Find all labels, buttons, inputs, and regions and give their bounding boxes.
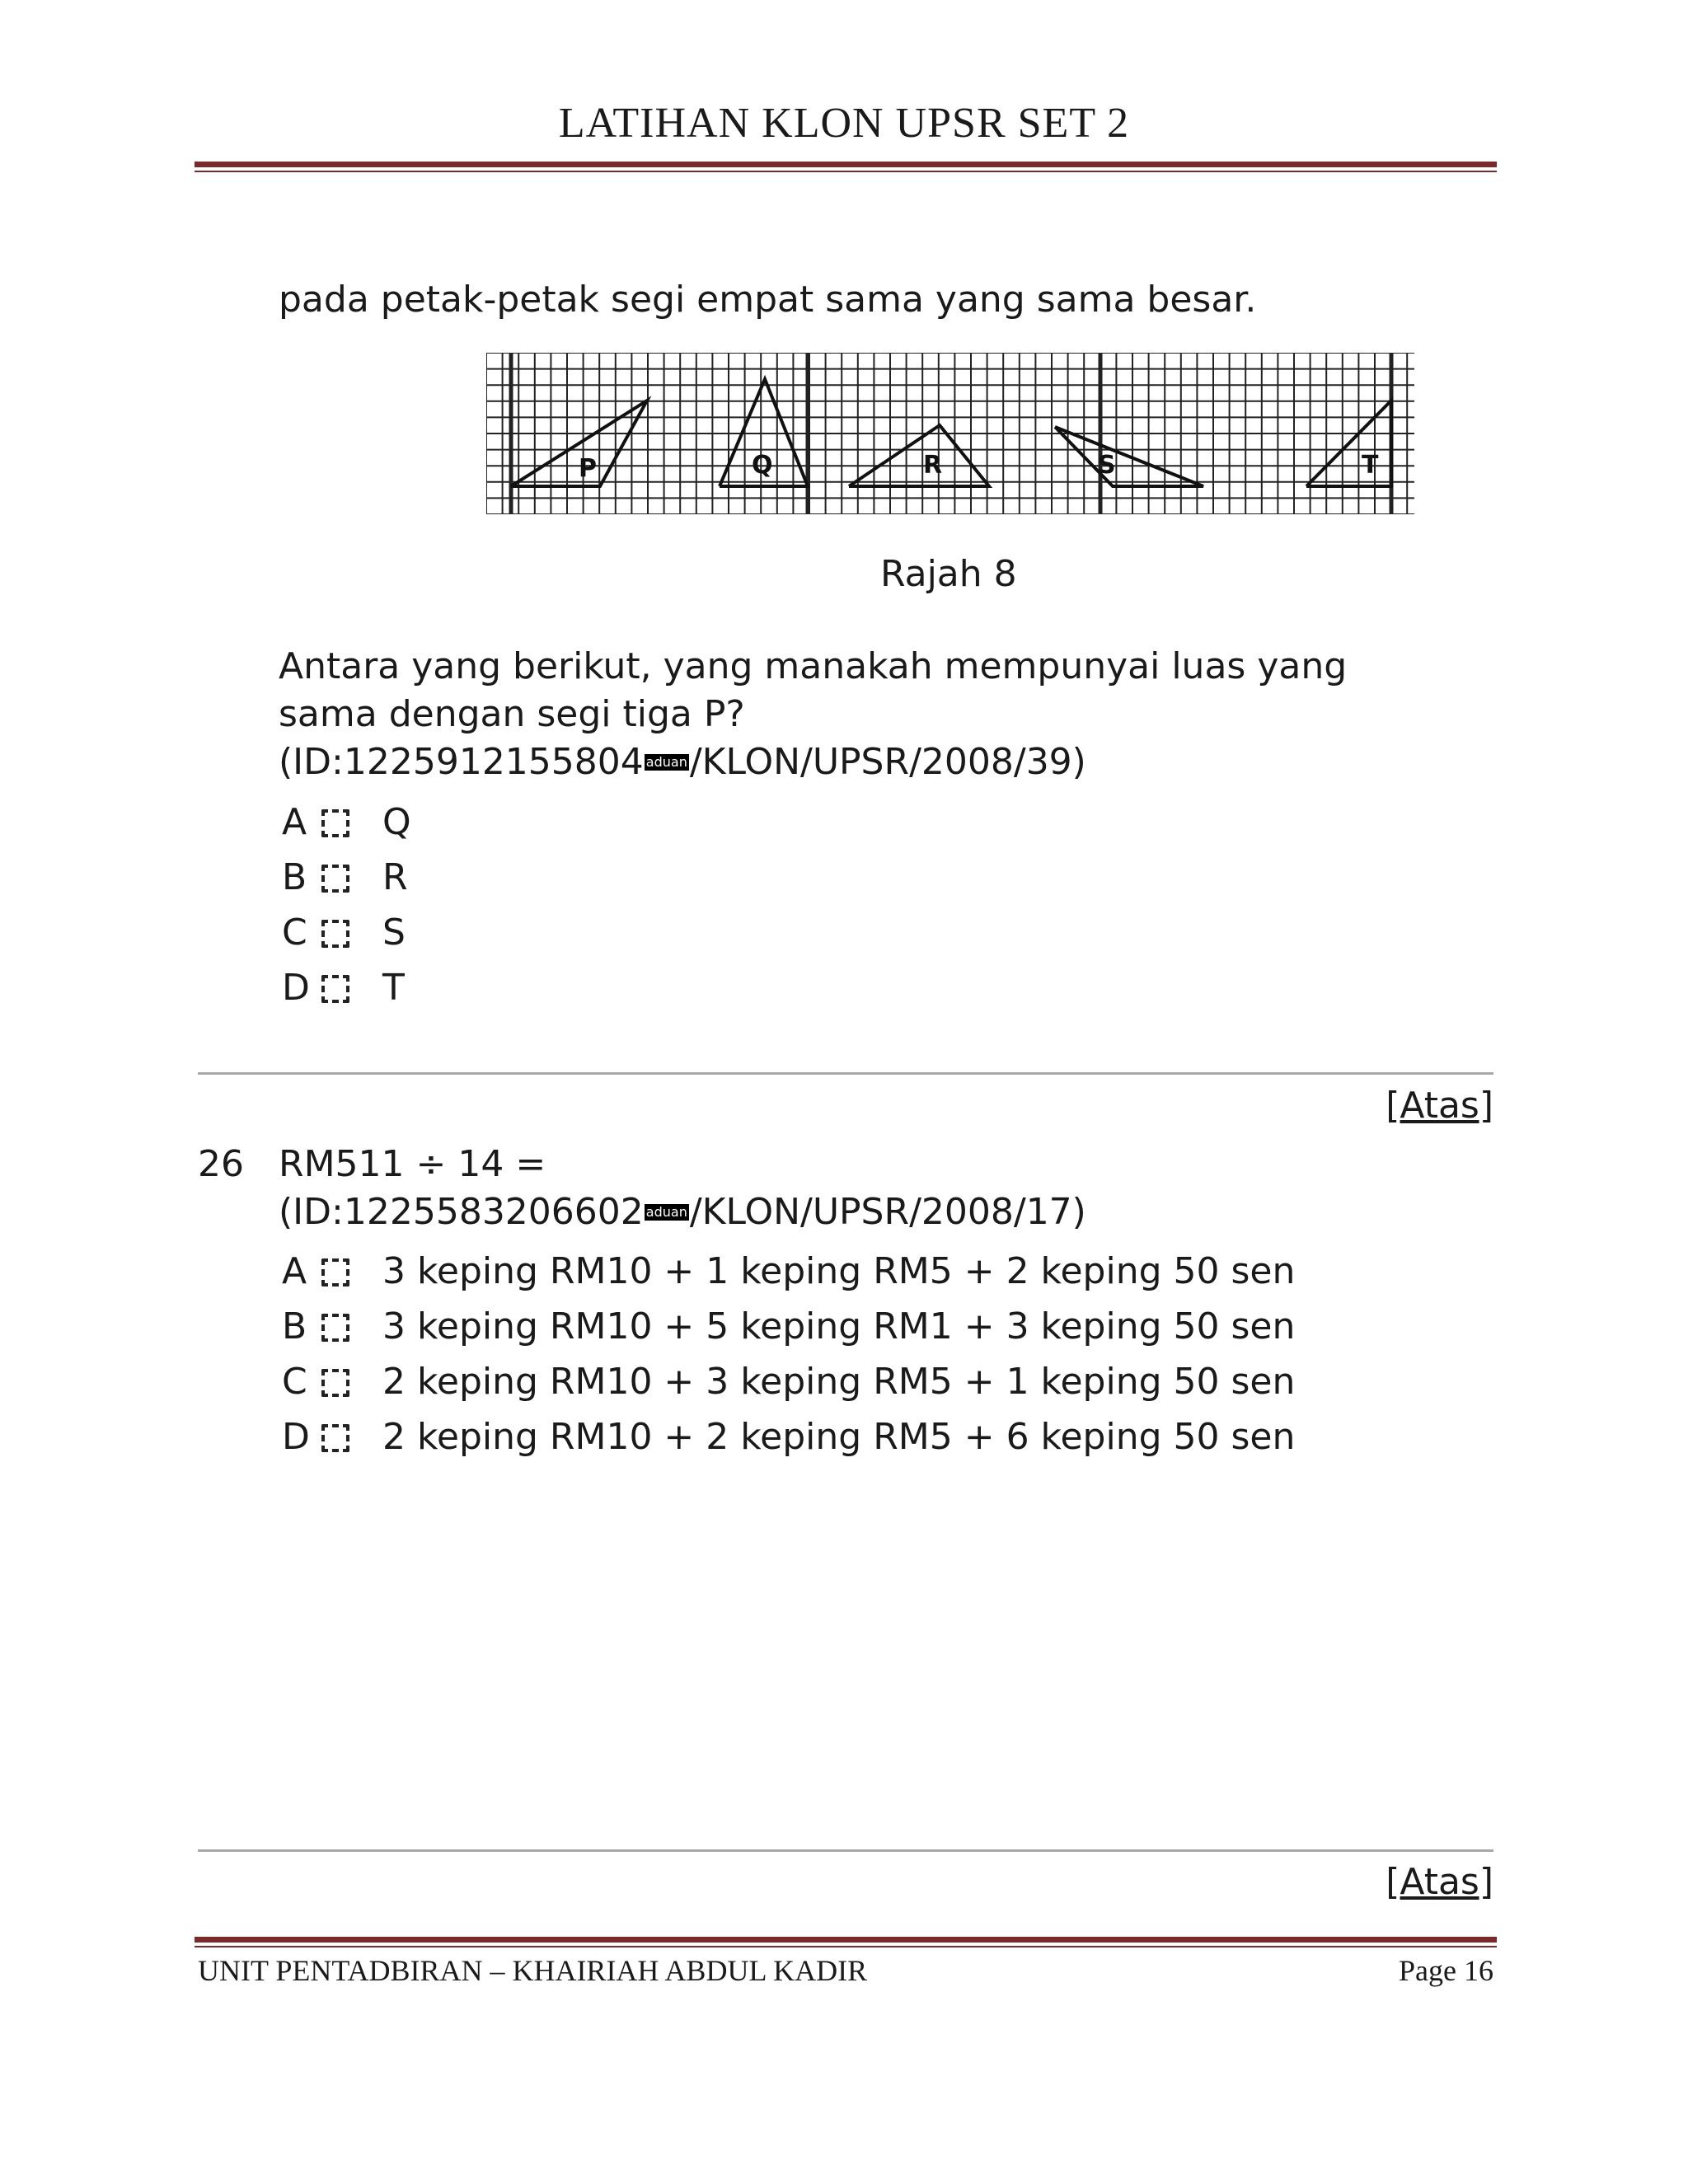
choice-b[interactable]: B R: [282, 856, 408, 898]
rajah-8-figure: [486, 353, 1414, 514]
choice-c[interactable]: C 2 keping RM10 + 3 keping RM5 + 1 keping 50 sen: [282, 1361, 1296, 1403]
label-q: Q: [752, 451, 773, 480]
top-link[interactable]: [1386, 1861, 1493, 1903]
header-rule: [195, 162, 1497, 167]
choice-a[interactable]: A 3 keping RM10 + 1 keping RM5 + 2 keping 50 sen: [282, 1250, 1296, 1292]
choice-d[interactable]: D T: [282, 967, 405, 1009]
radio-box[interactable]: [321, 809, 349, 837]
radio-box[interactable]: [321, 1369, 349, 1397]
label-p: P: [579, 454, 597, 483]
question-line-2: sama dengan segi tiga P?: [279, 693, 745, 735]
label-t: T: [1362, 451, 1379, 480]
radio-box[interactable]: [321, 975, 349, 1003]
footer-author: UNIT PENTADBIRAN – KHAIRIAH ABDUL KADIR: [198, 1954, 868, 1987]
aduan-tag[interactable]: aduan: [645, 754, 687, 770]
header-rule-thin: [195, 171, 1497, 172]
choice-b[interactable]: B 3 keping RM10 + 5 keping RM1 + 3 keping 50 sen: [282, 1305, 1296, 1347]
page-number: Page 16: [1399, 1954, 1493, 1987]
aduan-tag[interactable]: aduan: [645, 1204, 687, 1220]
radio-box[interactable]: [321, 1258, 349, 1286]
question-id: (ID:1225583206602 aduan/KLON/UPSR/2008/17): [279, 1191, 1086, 1233]
choice-a[interactable]: A Q: [282, 801, 411, 843]
atas-link[interactable]: [Atas]: [1386, 1861, 1493, 1903]
figure-caption: Rajah 8: [880, 553, 1017, 595]
triangle-r: [849, 425, 989, 486]
atas-link[interactable]: [Atas]: [1386, 1085, 1493, 1127]
radio-box[interactable]: [321, 1314, 349, 1342]
footer-rule: [195, 1937, 1497, 1943]
radio-box[interactable]: [321, 1424, 349, 1452]
page-header-title: LATIHAN KLON UPSR SET 2: [558, 100, 1130, 147]
separator: [198, 1849, 1493, 1852]
question-id: (ID:1225912155804 aduan/KLON/UPSR/2008/39): [279, 741, 1086, 783]
separator: [198, 1072, 1493, 1075]
question-number: 26: [198, 1143, 244, 1185]
triangle-t: [1306, 401, 1391, 486]
label-r: R: [923, 451, 943, 480]
choice-c[interactable]: C S: [282, 912, 406, 954]
radio-box[interactable]: [321, 865, 349, 893]
question-line-1: Antara yang berikut, yang manakah mempunyai luas yang: [279, 645, 1348, 687]
question-continuation: pada petak-petak segi empat sama yang sama besar.: [279, 279, 1257, 321]
footer-rule-thin: [195, 1946, 1497, 1947]
choice-d[interactable]: D 2 keping RM10 + 2 keping RM5 + 6 keping 50 sen: [282, 1416, 1296, 1458]
label-s: S: [1098, 451, 1116, 480]
radio-box[interactable]: [321, 920, 349, 948]
top-link[interactable]: [1386, 1085, 1493, 1127]
question-text: RM511 ÷ 14 =: [279, 1143, 546, 1185]
